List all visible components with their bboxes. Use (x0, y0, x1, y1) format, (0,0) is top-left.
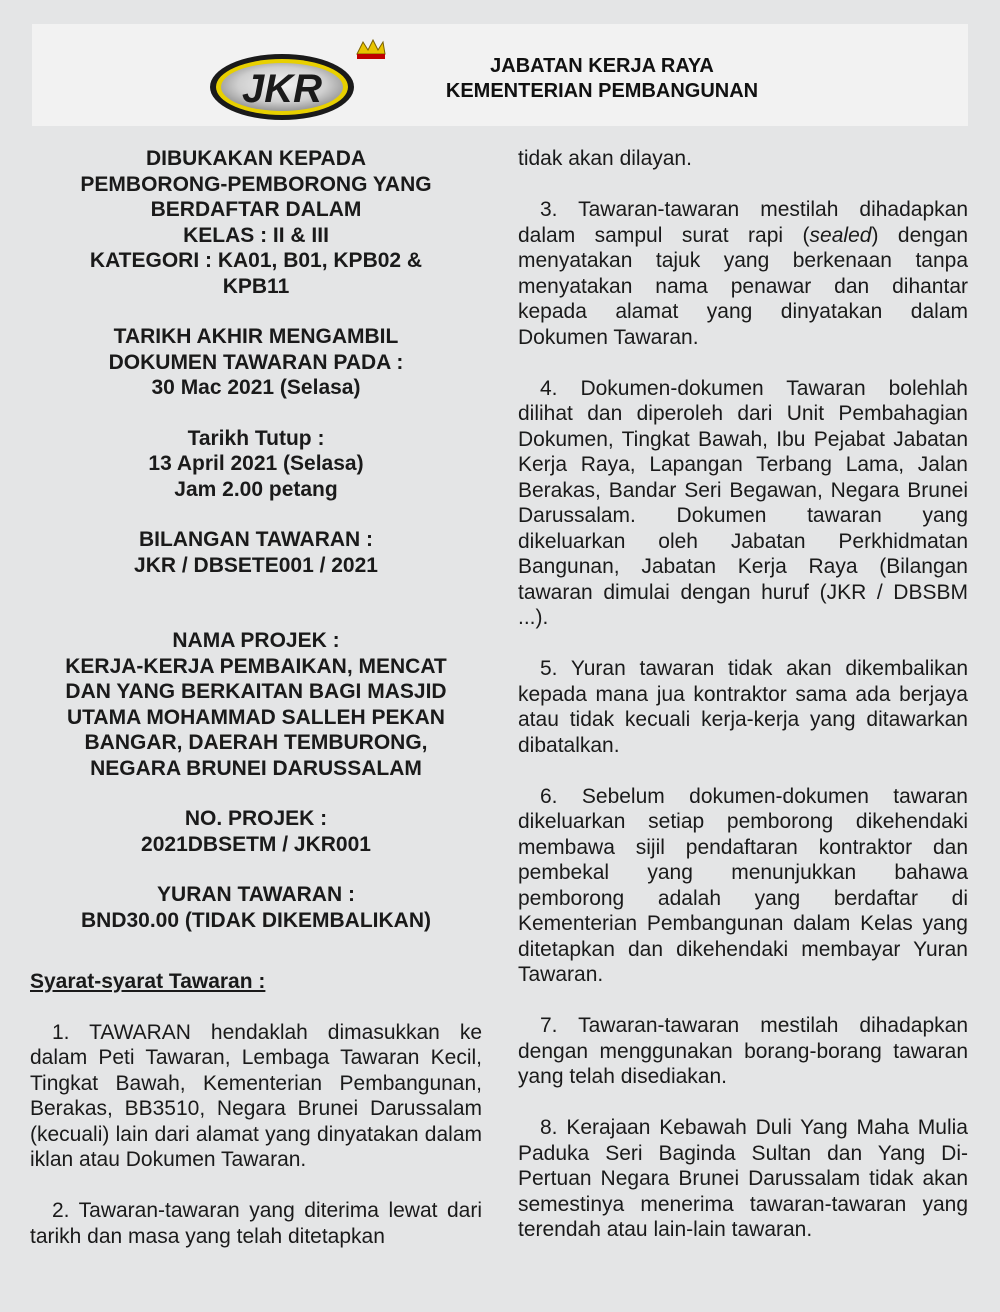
text-line: PEMBORONG-PEMBORONG YANG (80, 172, 432, 196)
text-line: NAMA PROJEK : (172, 629, 340, 652)
condition-3-text-b: ) dengan menyatakan tajuk yang berkenaan tanpa menyatakan nama penawar dan dihantar kepada alamat yang dinyatakan dalam Dokumen Tawaran. (518, 223, 968, 349)
page-header (32, 24, 968, 126)
condition-2-end: tidak akan dilayan. (518, 147, 692, 170)
condition-8: 8. Kerajaan Kebawah Duli Yang Maha Mulia Paduka Seri Baginda Sultan dan Yang Di-Pertuan Negara Brunei Darussalam tidak akan semestinya menerima tawaran-tawaran yang terendah atau lain-lain tawaran. (518, 1116, 968, 1241)
condition-6: 6. Sebelum dokumen-dokumen tawaran dikeluarkan setiap pemborong dikehendaki membawa sijil pendaftaran kontraktor dan pembekal yang menunjukkan bahawa pemborong adalah yang berdaftar di Kementerian Pembangunan dalam Kelas yang ditetapkan dan dikehendaki membayar Yuran Tawaran. (518, 784, 968, 986)
condition-1: 1. TAWARAN hendaklah dimasukkan ke dalam Peti Tawaran, Lembaga Tawaran Kecil, Tingkat Bawah, Kementerian Pembangunan, Berakas, BB3510, Negara Brunei Darussalam (kecuali) lain dari alamat yang dinyatakan dalam iklan atau Dokumen Tawaran. (30, 1020, 482, 1171)
left-column (30, 146, 482, 1249)
text-line: KPB11 (222, 274, 290, 298)
text-line: JKR / DBSETE001 / 2021 (134, 553, 378, 577)
tender-fee-block (30, 882, 482, 933)
text-line: DAN YANG BERKAITAN BAGI MASJID (65, 680, 447, 703)
text-line: UTAMA MOHAMMAD SALLEH PEKAN (67, 705, 445, 729)
text-line: NO. PROJEK : (184, 807, 328, 830)
condition-4: 4. Dokumen-dokumen Tawaran bolehlah dilihat dan diperoleh dari Unit Pembahagian Dokumen, Tingkat Bawah, Ibu Pejabat Jabatan Kerja Raya, Lapangan Terbang Lama, Jalan Berakas, Bandar Seri Begawan, Negara Brunei Darussalam. Dokumen tawaran yang dikeluarkan oleh Jabatan Perkhidmatan Bangunan, Jabatan Kerja Raya (Bilangan tawaran dimulai dengan huruf (JKR / DBSBM ...). (518, 376, 968, 629)
jkr-logo (207, 32, 387, 124)
text-line: Jam 2.00 petang (174, 477, 338, 501)
text-line: KERJA-KERJA PEMBAIKAN, MENCAT (65, 654, 447, 678)
text-line: 2021DBSETM / JKR001 (141, 832, 371, 856)
text-line: 13 April 2021 (Selasa) (148, 452, 364, 475)
text-line: NEGARA BRUNEI DARUSSALAM (90, 756, 422, 780)
text-line: DOKUMEN TAWARAN PADA : (108, 350, 404, 374)
text-line: BANGAR, DAERAH TEMBURONG, (84, 731, 428, 754)
text-line: Tarikh Tutup : (187, 426, 325, 450)
condition-7: 7. Tawaran-tawaran mestilah dihadapkan dengan menggunakan borang-borang tawaran yang telah disediakan. (518, 1014, 968, 1088)
text-line: KATEGORI : KA01, B01, KPB02 & (89, 249, 423, 272)
condition-3-sealed: sealed (809, 223, 872, 247)
conditions-heading: Syarat-syarat Tawaran : (30, 970, 266, 993)
text-line: BND30.00 (TIDAK DIKEMBALIKAN) (80, 908, 432, 932)
crown-icon (357, 40, 385, 59)
condition-2-start: 2. Tawaran-tawaran yang diterima lewat dari tarikh dan masa yang telah ditetapkan (30, 1199, 482, 1248)
logo-text: JKR (241, 67, 323, 111)
text-line: TARIKH AKHIR MENGAMBIL (113, 325, 399, 348)
closing-date-block (30, 426, 482, 503)
condition-3 (518, 197, 968, 350)
text-line: BERDAFTAR DALAM (150, 198, 362, 221)
text-line: KELAS : II & III (183, 223, 329, 247)
tender-number-block (30, 527, 482, 578)
text-line: DIBUKAKAN KEPADA (145, 147, 367, 170)
text-line: 30 Mac 2021 (Selasa) (151, 376, 361, 399)
condition-5: 5. Yuran tawaran tidak akan dikembalikan kepada mana jua kontraktor sama ada berjaya atau tidak kecuali kerja-kerja yang ditawarkan dibatalkan. (518, 657, 968, 757)
eligibility-block (30, 146, 482, 299)
right-column (518, 146, 968, 1243)
text-line: YURAN TAWARAN : (157, 883, 355, 906)
text-line: BILANGAN TAWARAN : (138, 528, 374, 551)
ministry-line: KEMENTERIAN PEMBANGUNAN (445, 80, 759, 102)
agency-line: JABATAN KERJA RAYA (490, 55, 714, 77)
last-date-block (30, 324, 482, 401)
project-number-block (30, 806, 482, 857)
agency-name (402, 54, 802, 104)
project-name-block (30, 628, 482, 781)
condition-3-text-a: 3. Tawaran-tawaran mestilah dihadapkan dalam sampul surat rapi ( (518, 198, 968, 247)
